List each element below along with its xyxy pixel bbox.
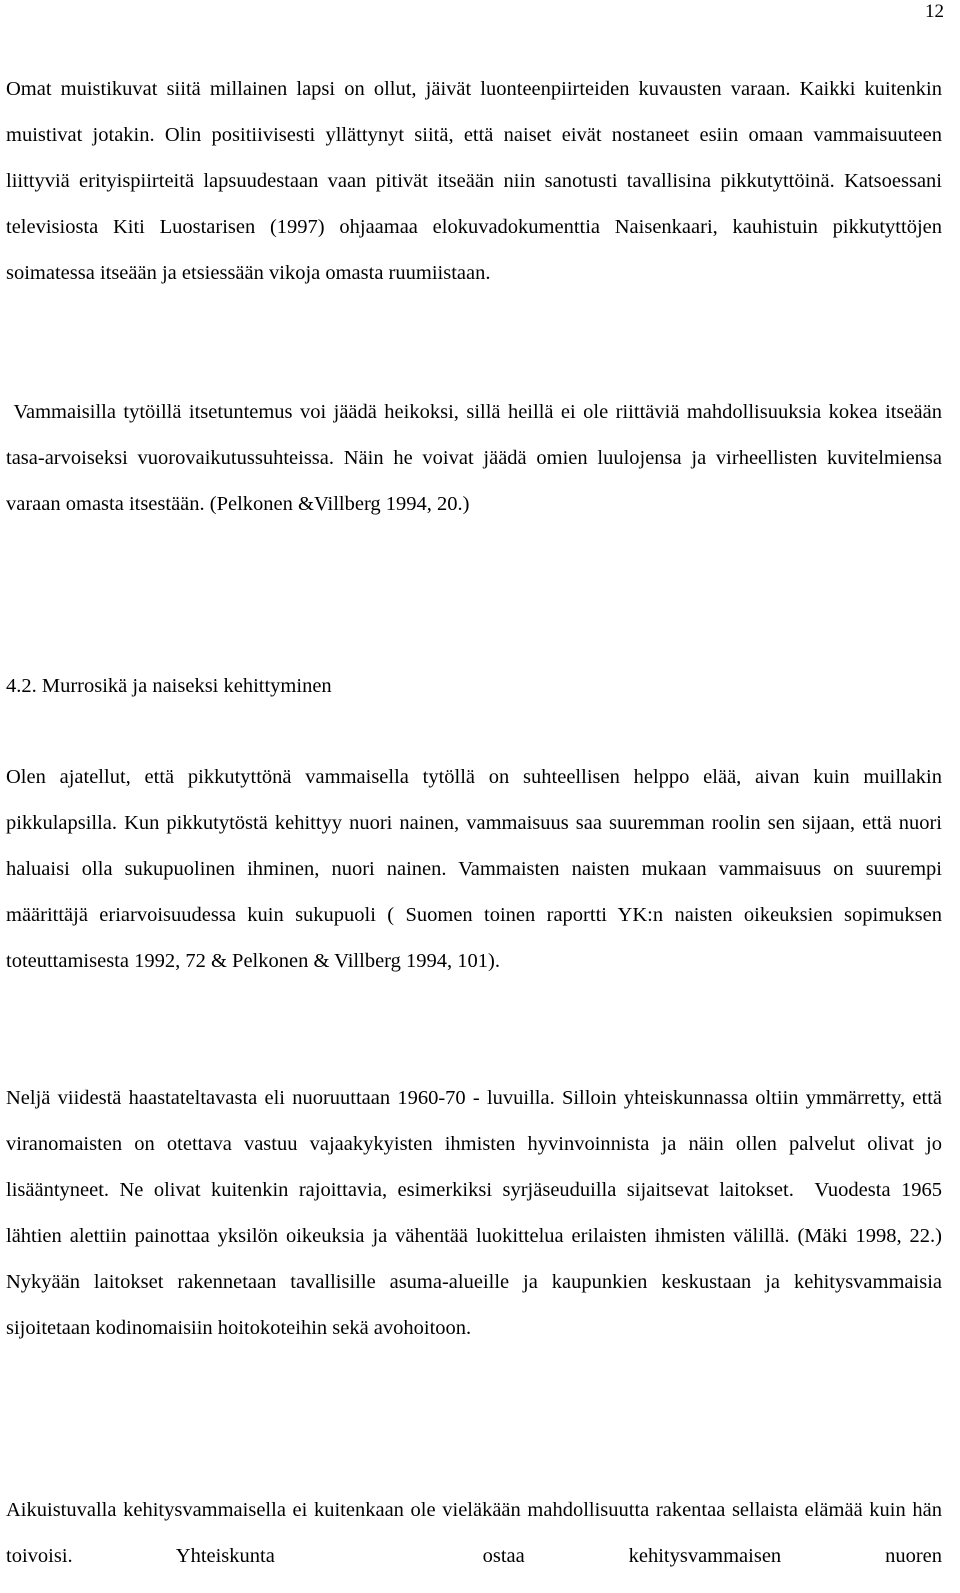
paragraph-adulthood: Aikuistuvalla kehitysvammaisella ei kuitenkaan ole vieläkään mahdollisuutta rakentaa sellaista elämää kuin hän toivoisi. Yhteiskunta ostaa kehitysvammaisen nuoren <box>6 1499 948 1567</box>
paragraph-self-knowledge: Vammaisilla tytöillä itsetuntemus voi jäädä heikoksi, sillä heillä ei ole riittäviä mahdollisuuksia kokea itseään tasa-arvoiseksi vuorovaikutussuhteissa. Näin he voivat jäädä omien luulojensa ja virheellisten kuvitelmiensa varaan omasta itsestään. (Pelkonen &Villberg 1994, 20.) <box>6 401 948 515</box>
paragraph-childhood-memories: Omat muistikuvat siitä millainen lapsi on ollut, jäivät luonteenpiirteiden kuvausten varaan. Kaikki kuitenkin muistivat jotakin. Olin positiivisesti yllättynyt siitä, että naiset eivät nostaneet esiin omaan vammaisuuteen liittyviä erityispiirteitä lapsuudestaan vaan pitivät itseään niin sanotusti tavallisina pikkutyttöinä. Katsoessani televisiosta Kiti Luostarisen (1997) ohjaamaa elokuvadokumenttia Naisenkaari, kauhistuin pikkutyttöjen soimatessa itseään ja etsiessään vikoja omasta ruumiistaan. <box>6 78 942 284</box>
paragraph-youth-1960s: Neljä viidestä haastateltavasta eli nuoruuttaan 1960-70 - luvuilla. Silloin yhteiskunnassa oltiin ymmärretty, että viranomaisten on otettava vastuu vajaakykyisten ihmisten hyvinvoinnista ja näin ollen palvelut olivat jo lisääntyneet. Ne olivat kuitenkin rajoittavia, esimerkiksi syrjäseuduilla sijaitsevat laitokset. Vuodesta 1965 lähtien alettiin painottaa yksilön oikeuksia ja vähentää luokittelua erilaisten ihmisten välillä. (Mäki 1998, 22.) Nykyään laitokset rakennetaan tavallisille asuma-alueille ja kaupunkien keskustaan ja kehitysvammaisia sijoitetaan kodinomaisiin hoitokoteihin sekä avohoitoon. <box>6 1087 948 1339</box>
page-number: 12 <box>925 1 944 22</box>
paragraph-puberty: Olen ajatellut, että pikkutyttönä vammaisella tytöllä on suhteellisen helppo elää, aivan kuin muillakin pikkulapsilla. Kun pikkutytöstä kehittyy nuori nainen, vammaisuus saa suuremman roolin sen sijaan, että nuori haluaisi olla sukupuolinen ihminen, nuori nainen. Vammaisten naisten mukaan vammaisuus on suurempi määrittäjä eriarvoisuudessa kuin sukupuoli ( Suomen toinen raportti YK:n naisten oikeuksien sopimuksen toteuttamisesta 1992, 72 & Pelkonen & Villberg 1994, 101). <box>6 766 942 972</box>
section-heading: 4.2. Murrosikä ja naiseksi kehittyminen <box>6 675 332 697</box>
